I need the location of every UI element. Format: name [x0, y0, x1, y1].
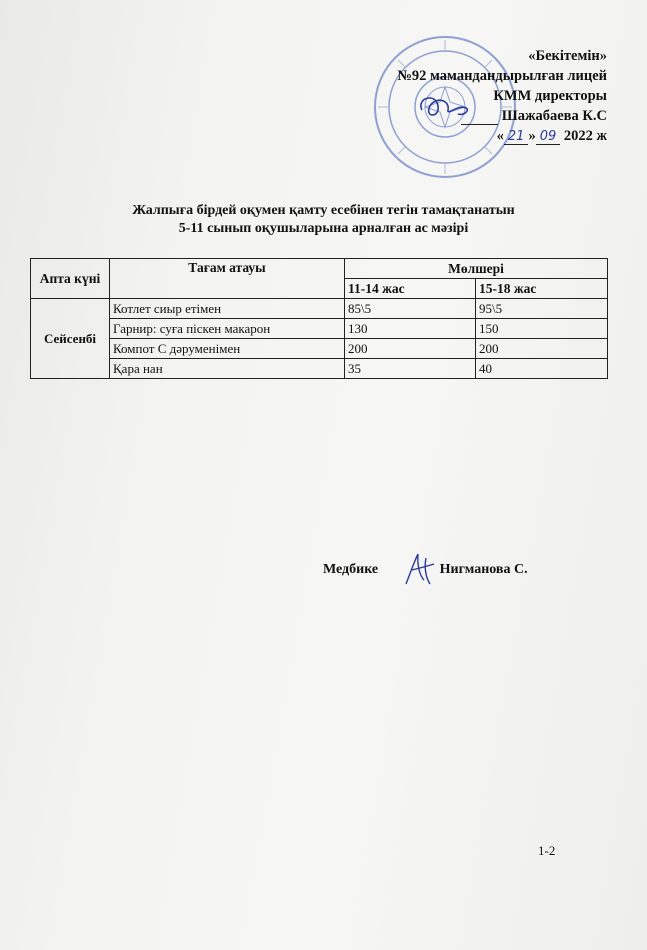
table-row: [31, 339, 608, 359]
signature-line: [461, 108, 498, 125]
portion-15-18-cell: 95\5: [476, 299, 608, 319]
header-age-15-18: 15-18 жас: [476, 279, 608, 299]
page-number: 1-2: [538, 843, 556, 858]
title-line-1: Жалпыға бірдей оқумен қамту есебінен тегін тамақтанатын: [132, 203, 515, 218]
date-month: 09: [536, 129, 561, 145]
date-open-quote: «: [496, 128, 504, 144]
portion-11-14-cell: 85\5: [345, 299, 476, 319]
title-line-2: 5-11 сынып оқушыларына арналған ас мәзірі: [178, 221, 469, 236]
director-name-line: [397, 106, 607, 126]
header-age-11-14: 11-14 жас: [345, 279, 476, 299]
date-close-quote: »: [528, 128, 536, 144]
menu-table: [30, 258, 608, 379]
table-header-row: [31, 259, 608, 279]
portion-11-14-cell: 200: [345, 339, 476, 359]
header-day: Апта күні: [31, 259, 110, 299]
dish-cell: Компот С дәруменімен: [110, 339, 345, 359]
dish-cell: Қара нан: [110, 359, 345, 379]
approval-date: [397, 126, 607, 147]
approval-block: [397, 46, 607, 147]
table-row: [31, 359, 608, 379]
date-year: 2022 ж: [563, 128, 607, 144]
date-day: 21: [504, 129, 529, 145]
dish-cell: Гарнир: суға піскен макарон: [110, 319, 345, 339]
portion-11-14-cell: 35: [345, 359, 476, 379]
dish-cell: Котлет сиыр етімен: [110, 299, 345, 319]
day-cell: Сейсенбі: [31, 299, 110, 379]
director-name: Шажабаева К.С: [501, 108, 607, 124]
header-dish: Тағам атауы: [110, 259, 345, 299]
nurse-name: Нигманова С.: [439, 562, 528, 577]
nurse-role: Медбике: [323, 562, 379, 577]
approval-heading: «Бекітемін»: [528, 48, 607, 64]
nurse-signoff: [323, 562, 528, 578]
portion-11-14-cell: 130: [345, 319, 476, 339]
portion-15-18-cell: 40: [476, 359, 608, 379]
table-row: [31, 299, 608, 319]
header-portion: Мөлшері: [345, 259, 608, 279]
school-name: №92 мамандандырылған лицей: [397, 68, 607, 84]
portion-15-18-cell: 150: [476, 319, 608, 339]
portion-15-18-cell: 200: [476, 339, 608, 359]
director-title: КММ директоры: [493, 88, 607, 104]
table-row: [31, 319, 608, 339]
document-title: [0, 202, 647, 238]
